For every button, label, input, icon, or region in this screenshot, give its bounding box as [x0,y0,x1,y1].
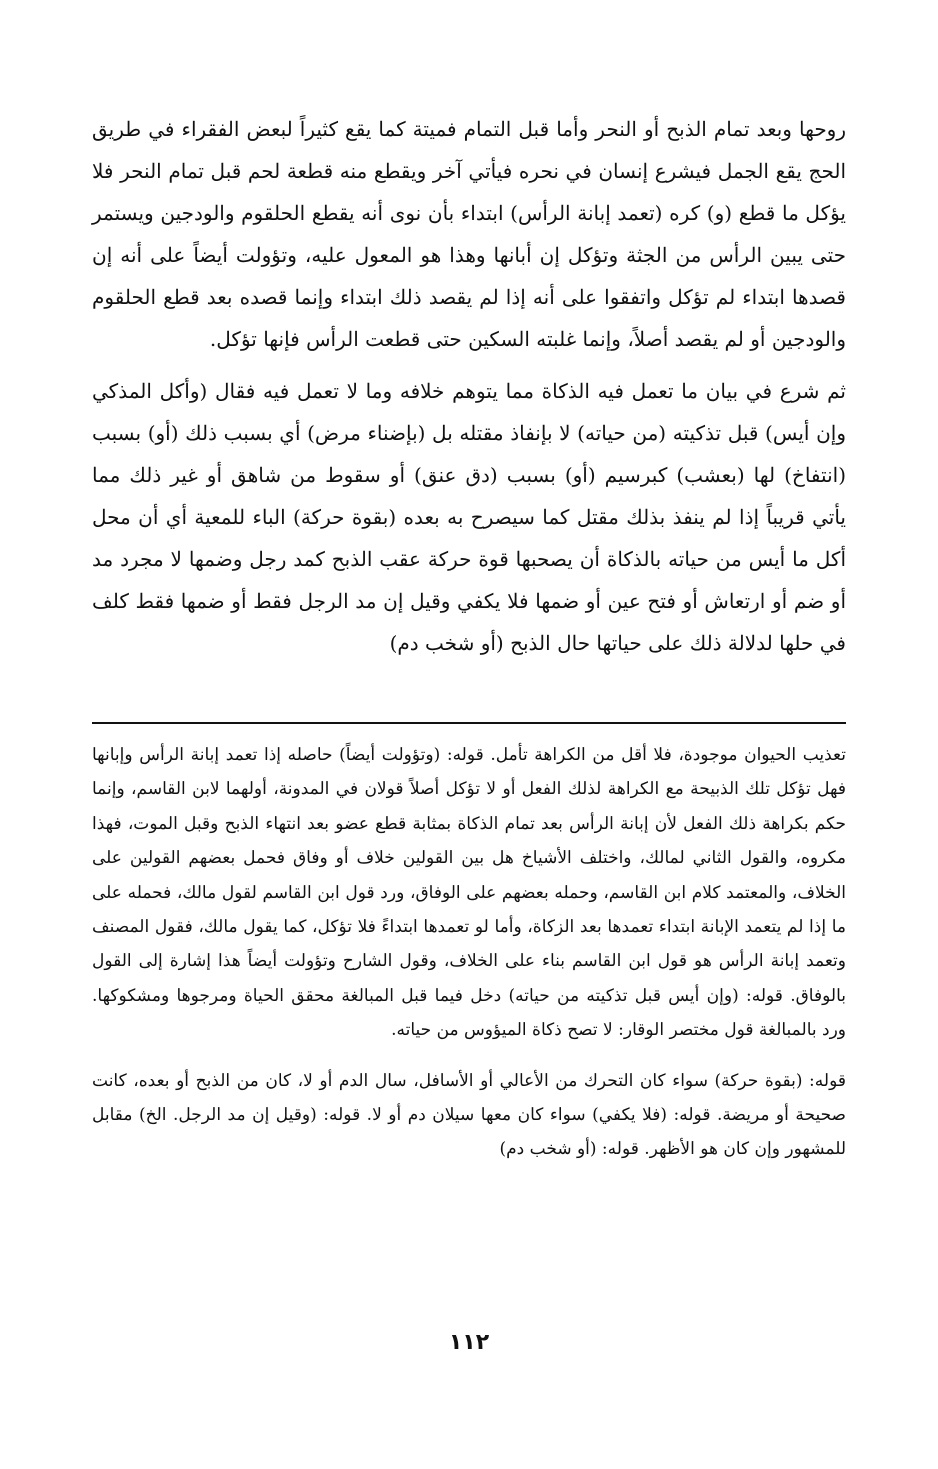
main-paragraph-1: روحها وبعد تمام الذبح أو النحر وأما قبل التمام فميتة كما يقع كثيراً لبعض الفقراء في طريق الحج يقع الجمل فيشرع إنسان في نحره فيأتي آخر ويقطع منه قطعة لحم قبل تمام النحر فلا يؤكل ما قطع (و) كره (تعمد إبانة الرأس) ابتداء بأن نوى أنه يقطع الحلقوم والودجين ويستمر حتى يبين الرأس من الجثة وتؤكل إن أبانها وهذا هو المعول عليه، وتؤولت أيضاً على أنه إن قصدها ابتداء لم تؤكل واتفقوا على أنه إذا لم يقصد ذلك ابتداء وإنما قصده بعد قطع الحلقوم والودجين أو لم يقصد أصلاً، وإنما غلبته السكين حتى قطعت الرأس فإنها تؤكل. [92,117,846,351]
footnotes [92,738,846,1167]
main-text [92,108,846,664]
footnote-divider [92,722,846,724]
footnote-paragraph-1: تعذيب الحيوان موجودة، فلا أقل من الكراهة تأمل. قوله: (وتؤولت أيضاً) حاصله إذا تعمد إبانة الرأس وإبانها فهل تؤكل تلك الذبيحة مع الكراهة لذلك الفعل أو لا تؤكل أصلاً قولان في المدونة، أولهما لابن القاسم، وإنما حكم بكراهة ذلك الفعل لأن إبانة الرأس بعد تمام الذكاة بمثابة قطع عضو بعد انتهاء الذبح وقبل الموت، فهذا مكروه، والقول الثاني لمالك، واختلف الأشياخ هل بين القولين خلاف أو وفاق فحمل بعضهم القولين على الخلاف، والمعتمد كلام ابن القاسم، وحمله بعضهم على الوفاق، ورد قول ابن القاسم لقول مالك، فحمله على ما إذا لم يتعمد الإبانة ابتداء تعمدها بعد الزكاة، وأما لو تعمدها ابتداءً فلا تؤكل، كما يقول مالك، فقول المصنف وتعمد إبانة الرأس هو قول ابن القاسم بناء على الخلاف، وقول الشارح وتؤولت أيضاً هذا إشارة إلى القول بالوفاق. قوله: (وإن أيس قبل تذكيته من حياته) دخل فيما قبل المبالغة محقق الحياة ومرجوها ومشكوكها. ورد بالمبالغة قول مختصر الوقار: لا تصح ذكاة الميؤوس من حياته. [92,745,847,1041]
main-paragraph-2: ثم شرع في بيان ما تعمل فيه الذكاة مما يتوهم خلافه وما لا تعمل فيه فقال (وأكل المذكي وإن أيس) قبل تذكيته (من حياته) لا بإنفاذ مقتله بل (بإضناء مرض) أي بسبب ذلك (أو) بسبب (انتفاخ) لها (بعشب) كبرسيم (أو) بسبب (دق عنق) أو سقوط من شاهق أو غير ذلك مما يأتي قريباً إذا لم ينفذ بذلك مقتل كما سيصرح به بعده (بقوة حركة) الباء للمعية أي أن محل أكل ما أيس من حياته بالذكاة أن يصحبها قوة حركة عقب الذبح كمد رجل وضمها لا مجرد مد أو ضم أو ارتعاش أو فتح عين أو ضمها فلا يكفي وقيل إن مد الرجل فقط أو ضمها فقط كلف في حلها لدلالة ذلك على حياتها حال الذبح (أو شخب دم) [92,379,846,655]
footnote-paragraph-2: قوله: (بقوة حركة) سواء كان التحرك من الأعالي أو الأسافل، سال الدم أو لا، كان من الذبح أو بعده، كانت صحيحة أو مريضة. قوله: (فلا يكفي) سواء كان معها سيلان دم أو لا. قوله: (وقيل إن مد الرجل. الخ) مقابل للمشهور وإن كان هو الأظهر. قوله: (أو شخب دم) [92,1070,846,1160]
page-number: ١١٢ [448,1330,490,1355]
